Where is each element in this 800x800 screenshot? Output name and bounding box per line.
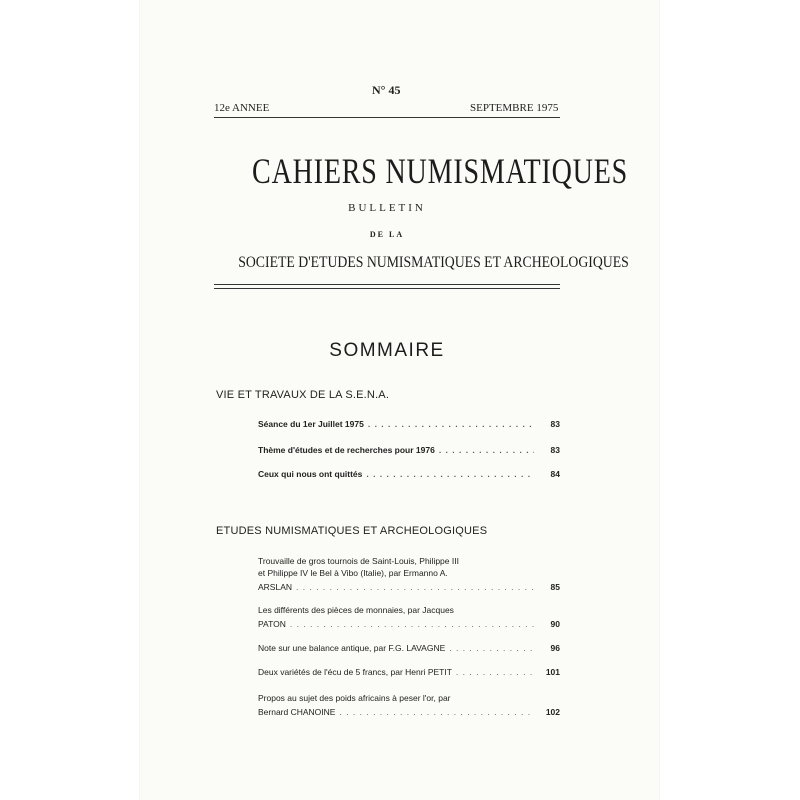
section-heading: VIE ET TRAVAUX DE LA S.E.N.A.: [216, 389, 390, 401]
toc-entry-title-line: Propos au sujet des poids africains à peser l'or, par: [258, 693, 451, 703]
toc-entry-title: Deux variétés de l'écu de 5 francs, par Henri PETIT: [258, 667, 452, 677]
contents-heading: SOMMAIRE: [329, 340, 445, 361]
issue-number: N° 45: [372, 83, 401, 97]
leader-dots: [339, 706, 534, 718]
leader-dots: [449, 642, 534, 654]
double-rule: [214, 284, 560, 289]
toc-entry-title: Thème d'études et de recherches pour 1976: [258, 445, 435, 455]
section-heading: ETUDES NUMISMATIQUES ET ARCHEOLOGIQUES: [216, 525, 488, 537]
volume-year: 12e ANNEE: [214, 102, 270, 114]
leader-dots: [290, 618, 534, 630]
toc-entry-page: 83: [550, 445, 560, 455]
subtitle-bulletin: BULLETIN: [348, 202, 426, 214]
toc-entry-page: 83: [550, 419, 560, 429]
toc-entry[interactable]: [258, 692, 560, 718]
toc-entry-title-line: Les différents des pièces de monnaies, par Jacques: [258, 605, 454, 615]
leader-dots: [368, 418, 534, 430]
leader-dots: [366, 468, 534, 480]
issue-date: SEPTEMBRE 1975: [470, 102, 559, 114]
toc-entry-page: 101: [545, 667, 560, 677]
header-rule: [214, 117, 560, 118]
toc-entry[interactable]: [258, 555, 560, 593]
toc-entry-page: 96: [550, 643, 560, 653]
page-title: CAHIERS NUMISMATIQUES: [252, 151, 629, 191]
toc-entry[interactable]: [258, 418, 560, 430]
subtitle-de-la: DE LA: [369, 230, 405, 239]
society-name: SOCIETE D'ETUDES NUMISMATIQUES ET ARCHEOLOGIQUES: [238, 254, 629, 271]
toc-entry-author: PATON: [258, 619, 286, 629]
toc-entry[interactable]: [258, 666, 560, 678]
toc-entry-page: 90: [550, 619, 560, 629]
toc-entry[interactable]: [258, 444, 560, 456]
toc-entry-page: 85: [550, 582, 560, 592]
toc-entry-title: Note sur une balance antique, par F.G. LAVAGNE: [258, 643, 446, 653]
toc-entry-title: Séance du 1er Juillet 1975: [258, 419, 364, 429]
toc-entry-title-line: Trouvaille de gros tournois de Saint-Louis, Philippe III: [258, 556, 459, 566]
leader-dots: [296, 581, 534, 593]
leader-dots: [456, 666, 534, 678]
toc-entry[interactable]: [258, 468, 560, 480]
toc-entry[interactable]: [258, 642, 560, 654]
toc-entry-page: 84: [550, 469, 560, 479]
toc-entry-author: ARSLAN: [258, 582, 293, 592]
leader-dots: [439, 444, 534, 456]
toc-entry-author: Bernard CHANOINE: [258, 707, 336, 717]
toc-entry-title: Ceux qui nous ont quittés: [258, 469, 363, 479]
toc-entry-title-line: et Philippe IV le Bel à Vibo (Italie), par Ermanno A.: [258, 568, 448, 578]
toc-entry-page: 102: [545, 707, 560, 717]
toc-entry[interactable]: [258, 604, 560, 630]
